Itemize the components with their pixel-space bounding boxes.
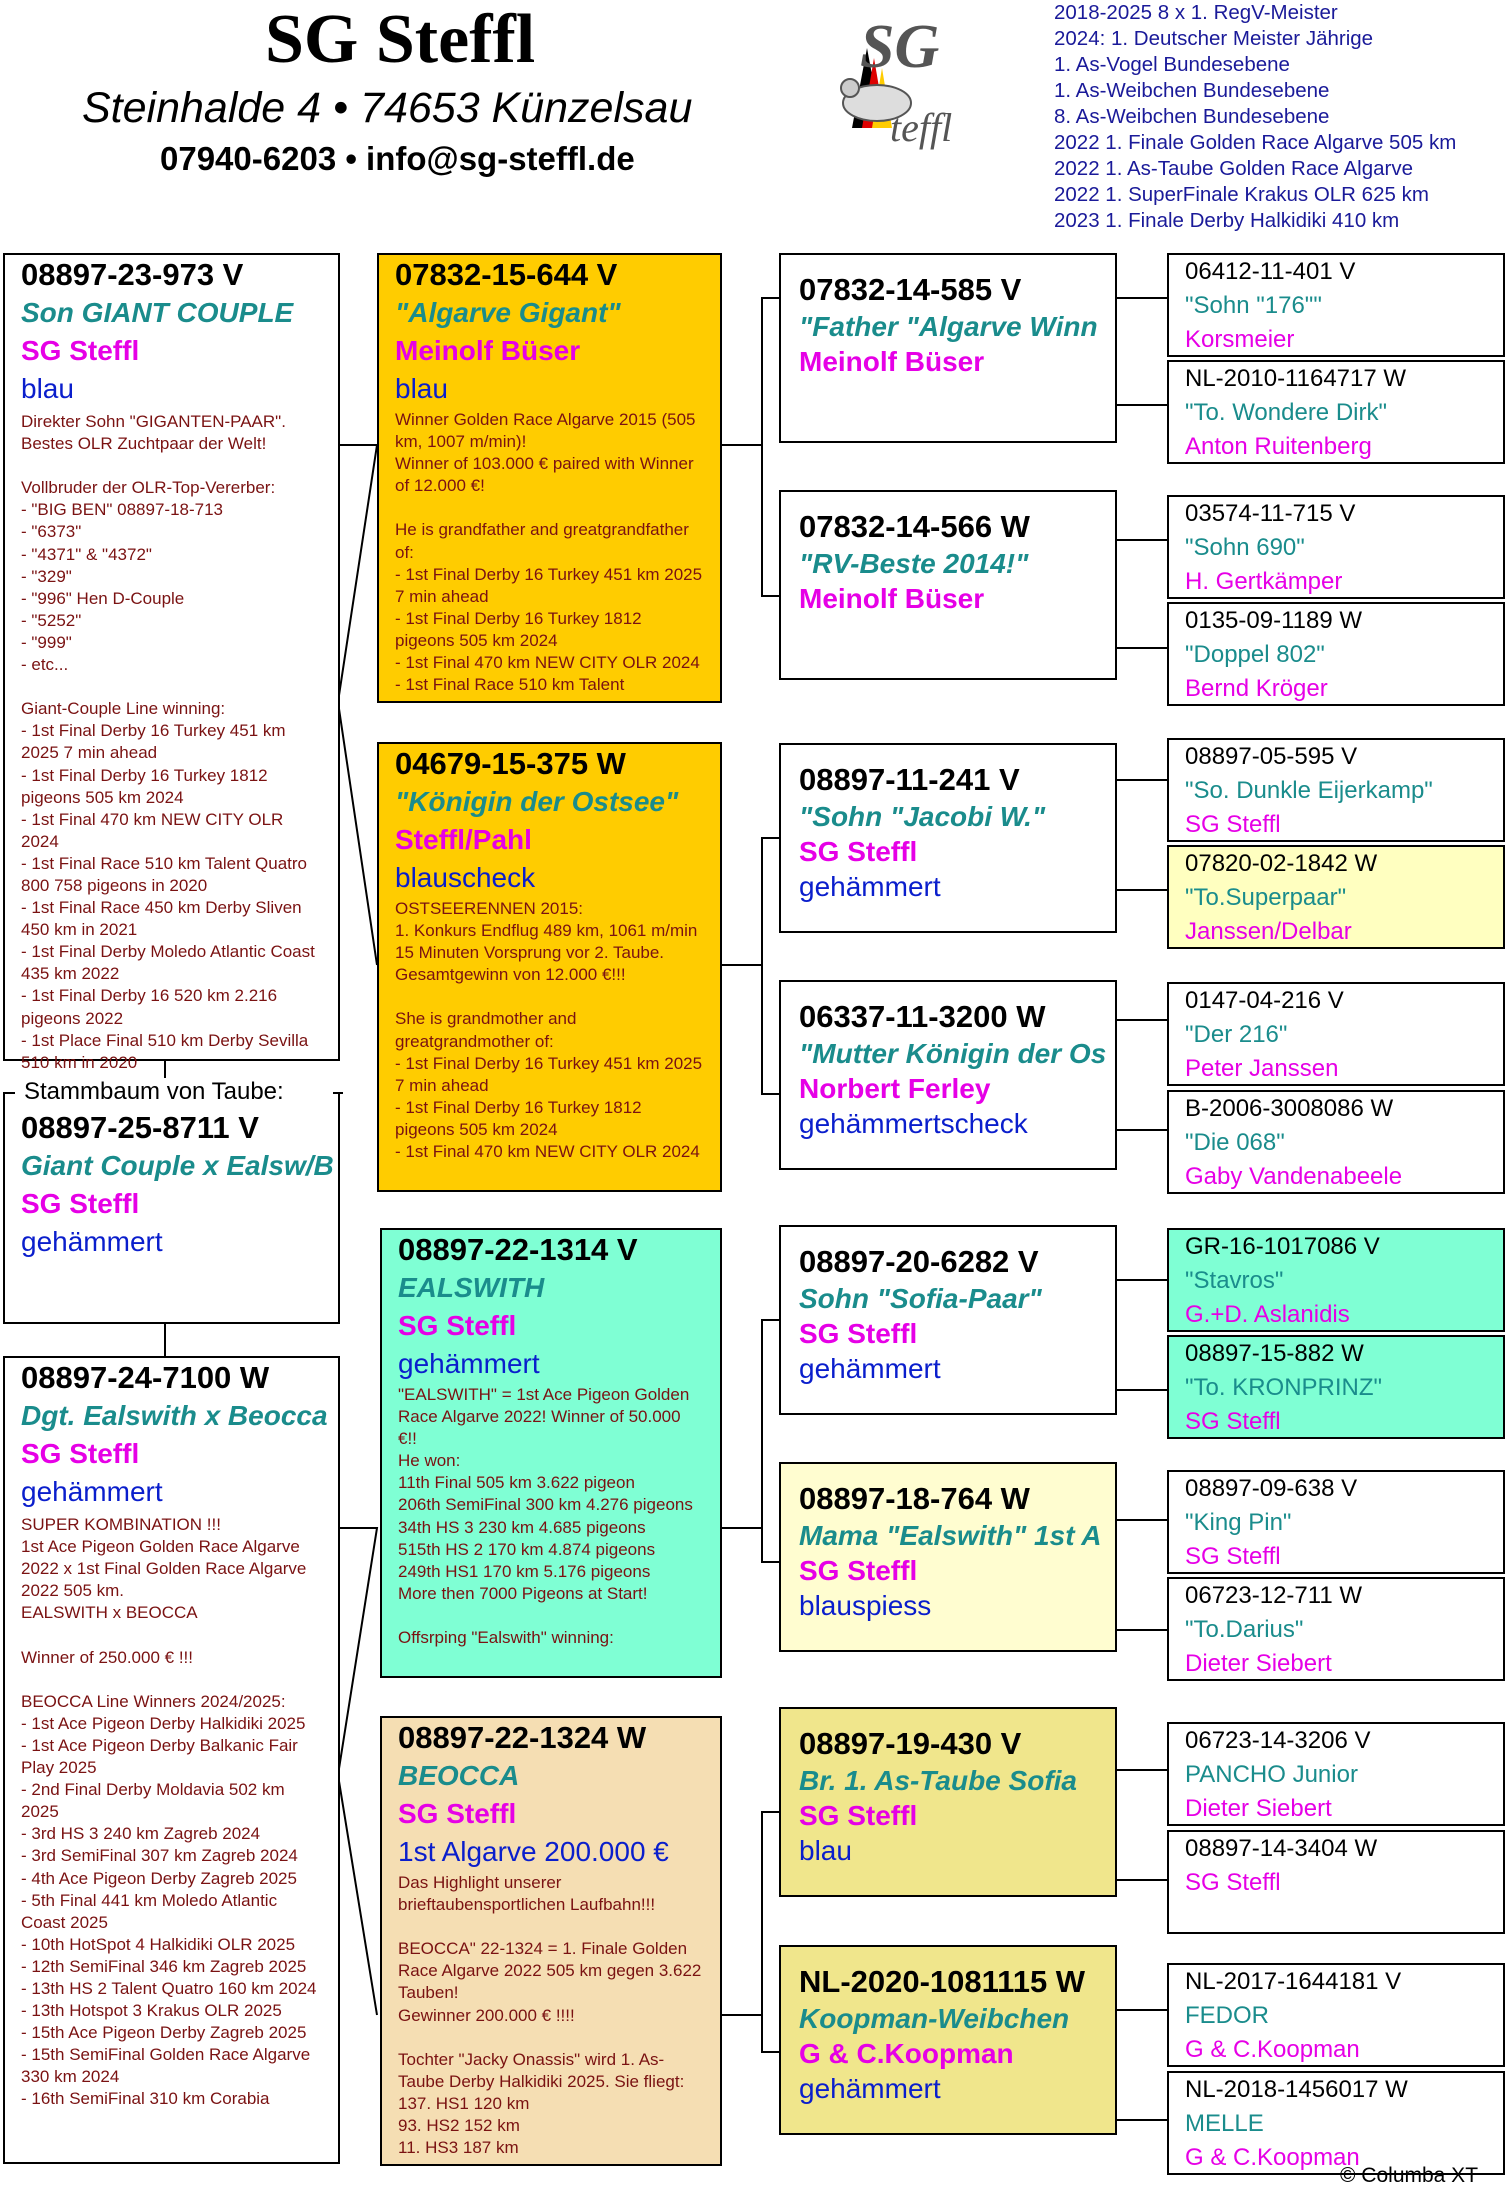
pigeon-name: "Sohn "176"" bbox=[1185, 292, 1322, 319]
pigeon-name: "To.Superpaar" bbox=[1185, 884, 1347, 911]
ring-number: 03574-11-715 V bbox=[1185, 500, 1356, 527]
sire-card[interactable] bbox=[3, 253, 340, 1072]
pigeon-name: "Sohn "Jacobi W." bbox=[799, 801, 1046, 832]
pigeon-name: "Der 216" bbox=[1185, 1021, 1288, 1048]
ring-number: 08897-15-882 W bbox=[1185, 1340, 1364, 1367]
gen4-card[interactable] bbox=[1167, 602, 1505, 706]
contact: 07940-6203 • info@sg-steffl.de bbox=[160, 140, 635, 177]
ring-number: NL-2010-1164717 W bbox=[1185, 365, 1407, 392]
color: blau bbox=[21, 373, 74, 404]
gen4-card[interactable] bbox=[1167, 1335, 1505, 1439]
breeder: SG Steffl bbox=[1185, 811, 1281, 838]
breeder: Peter Janssen bbox=[1185, 1055, 1339, 1082]
achievement-item: 2022 1. SuperFinale Krakus OLR 625 km bbox=[1054, 183, 1429, 206]
description: Das Highlight unserer brieftaubensportlichen Laufbahn!!! BEOCCA" 22-1324 = 1. Finale Golden Race Algarve 2022 505 km gegen 3.622 Tauben! Gewinner 200.000 € !!!! Tochter "Jacky Onassis" wird 1. As-Taube Derby Halkidiki 2025. Sie fliegt: 137. HS1 120 km 93. HS2 152 km 11. HS3 187 km bbox=[398, 1873, 702, 2158]
logo-letters: SG bbox=[860, 13, 940, 81]
sire-sire-card[interactable] bbox=[377, 253, 722, 703]
dam-sire-card[interactable] bbox=[380, 1228, 722, 1678]
gen3-card[interactable] bbox=[779, 1225, 1117, 1415]
ring-number: 06723-14-3206 V bbox=[1185, 1727, 1371, 1754]
achievements-list bbox=[1054, 0, 1456, 234]
color: gehämmert bbox=[799, 871, 941, 902]
color: blauspiess bbox=[799, 1590, 932, 1621]
breeder: Meinolf Büser bbox=[799, 583, 985, 614]
breeder: Dieter Siebert bbox=[1185, 1650, 1332, 1677]
breeder: SG Steffl bbox=[21, 1188, 140, 1219]
pigeon-name: "To. KRONPRINZ" bbox=[1185, 1374, 1383, 1401]
color: gehämmert bbox=[21, 1476, 163, 1507]
breeder: G & C.Koopman bbox=[799, 2038, 1014, 2069]
address: Steinhalde 4 • 74653 Künzelsau bbox=[82, 84, 693, 132]
ring-number: 08897-25-8711 V bbox=[21, 1110, 259, 1145]
gen3-card[interactable] bbox=[779, 253, 1117, 443]
color: gehämmert bbox=[398, 1348, 540, 1379]
ring-number: 0135-09-1189 W bbox=[1185, 607, 1362, 634]
ring-number: 08897-14-3404 W bbox=[1185, 1835, 1378, 1862]
pigeon-name: "Die 068" bbox=[1185, 1129, 1285, 1156]
ring-number: 06723-12-711 W bbox=[1185, 1582, 1362, 1609]
breeder: SG Steffl bbox=[21, 335, 140, 366]
gen4-card[interactable] bbox=[1167, 738, 1505, 842]
ring-number: 06412-11-401 V bbox=[1185, 258, 1356, 285]
ring-number: B-2006-3008086 W bbox=[1185, 1095, 1394, 1122]
color: blauscheck bbox=[395, 862, 536, 893]
copyright: © Columba XT bbox=[1340, 2164, 1479, 2187]
ring-number: 08897-18-764 W bbox=[799, 1481, 1030, 1516]
pigeon-name: "To.Darius" bbox=[1185, 1616, 1304, 1643]
gen4-card[interactable] bbox=[1167, 1963, 1505, 2067]
breeder: Bernd Kröger bbox=[1185, 675, 1328, 702]
achievement-item: 1. As-Weibchen Bundesebene bbox=[1054, 79, 1330, 102]
description: OSTSEERENNEN 2015: 1. Konkurs Endflug 489 km, 1061 m/min 15 Minuten Vorsprung vor 2. Taube. Gesamtgewinn von 12.000 €!!! She is grandmother and greatgrandmother of: - 1st Final Derby 16 Turkey 451 km 2025 7 min ahead - 1st Final Derby 16 Turkey 1812 pigeons 505 km 2024 - 1st Final 470 km NEW CITY OLR 2024 bbox=[395, 899, 703, 1162]
ring-number: 07832-14-585 V bbox=[799, 272, 1022, 307]
gen4-card[interactable] bbox=[1167, 982, 1505, 1086]
gen4-card[interactable] bbox=[1167, 1090, 1505, 1194]
gen4-card[interactable] bbox=[1167, 2071, 1505, 2175]
pigeon-name: Son GIANT COUPLE bbox=[21, 297, 294, 328]
gen3-card[interactable] bbox=[779, 1707, 1117, 1897]
pigeon-name: "Doppel 802" bbox=[1185, 641, 1325, 668]
ring-number: 08897-19-430 V bbox=[799, 1726, 1022, 1761]
pigeon-name: "Stavros" bbox=[1185, 1267, 1284, 1294]
gen4-card[interactable] bbox=[1167, 1228, 1505, 1332]
dam-dam-card[interactable] bbox=[380, 1716, 722, 2166]
breeder: Meinolf Büser bbox=[395, 335, 581, 366]
pigeon-name: Giant Couple x Ealsw/B bbox=[21, 1150, 334, 1181]
breeder: Dieter Siebert bbox=[1185, 1795, 1332, 1822]
ring-number: 08897-09-638 V bbox=[1185, 1475, 1358, 1502]
gen4-card[interactable] bbox=[1167, 845, 1505, 949]
description: Winner Golden Race Algarve 2015 (505 km, 1007 m/min)! Winner of 103.000 € paired with Winner of 12.000 €! He is grandfather and greatgrandfather of: - 1st Final Derby 16 Turkey 451 km 2025 7 min ahead - 1st Final Derby 16 Turkey 1812 pigeons 505 km 2024 - 1st Final 470 km NEW CITY OLR 2024 - 1st Final Race 510 km Talent bbox=[395, 410, 703, 695]
ring-number: 08897-11-241 V bbox=[799, 762, 1020, 797]
breeder: Gaby Vandenabeele bbox=[1185, 1163, 1403, 1190]
description: "EALSWITH" = 1st Ace Pigeon Golden Race Algarve 2022! Winner of 50.000 €!! He won: 11th Final 505 km 3.622 pigeon 206th SemiFinal 300 km 4.276 pigeons 34th HS 3 230 km 4.685 pigeons 515th HS 2 170 km 4.874 pigeons 249th HS1 170 km 5.176 pigeons More then 7000 Pigeons at Start! Offsrping "Ealswith" winning: bbox=[398, 1385, 693, 1648]
ring-number: NL-2017-1644181 V bbox=[1185, 1968, 1402, 1995]
breeder: Anton Ruitenberg bbox=[1185, 433, 1372, 460]
breeder: SG Steffl bbox=[1185, 1408, 1281, 1435]
logo bbox=[822, 8, 972, 158]
achievement-item: 1. As-Vogel Bundesebene bbox=[1054, 53, 1290, 76]
gen4-card[interactable] bbox=[1167, 1577, 1505, 1681]
pigeon-name: Dgt. Ealswith x Beocca bbox=[21, 1400, 328, 1431]
color: gehämmert bbox=[21, 1226, 163, 1257]
breeder: SG Steffl bbox=[799, 1555, 918, 1586]
breeder: SG Steffl bbox=[1185, 1543, 1281, 1570]
breeder: Janssen/Delbar bbox=[1185, 918, 1352, 945]
subject-card[interactable] bbox=[3, 1092, 340, 1324]
gen3-card[interactable] bbox=[779, 490, 1117, 680]
description: Direkter Sohn "GIGANTEN-PAAR". Bestes OLR Zuchtpaar der Welt! Vollbruder der OLR-Top-Vererber: - "BIG BEN" 08897-18-713 - "6373" - "4371" & "4372" - "329" - "996" Hen D-Couple - "5252" - "999" - etc... Giant-Couple Line winning: - 1st Final Derby 16 Turkey 451 km 2025 7 min ahead - 1st Final Derby 16 Turkey 1812 pigeons 505 km 2024 - 1st Final 470 km NEW CITY OLR 2024 - 1st Final Race 510 km Talent Quatro 800 758 pigeons in 2020 - 1st Final Race 450 km Derby Sliven 450 km in 2021 - 1st Final Derby Moledo Atlantic Coast 435 km 2022 - 1st Final Derby 16 520 km 2.216 pigeons 2022 - 1st Place Final 510 km Derby Sevilla 510 km in 2020 bbox=[21, 412, 315, 1072]
ring-number: 07820-02-1842 W bbox=[1185, 850, 1378, 877]
ring-number: 06337-11-3200 W bbox=[799, 999, 1046, 1034]
ring-number: 08897-22-1314 V bbox=[398, 1232, 638, 1267]
breeder: H. Gertkämper bbox=[1185, 568, 1343, 595]
breeder: SG Steffl bbox=[799, 1800, 918, 1831]
gen4-card[interactable] bbox=[1167, 1470, 1505, 1574]
ring-number: 08897-23-973 V bbox=[21, 257, 244, 292]
breeder: G & C.Koopman bbox=[1185, 2036, 1360, 2063]
pigeon-name: "So. Dunkle Eijerkamp" bbox=[1185, 777, 1433, 804]
breeder: SG Steffl bbox=[398, 1798, 517, 1829]
breeder: Meinolf Büser bbox=[799, 346, 985, 377]
pigeon-name: "Königin der Ostsee" bbox=[395, 786, 679, 817]
color: blau bbox=[395, 373, 448, 404]
pigeon-name: Koopman-Weibchen bbox=[799, 2003, 1070, 2034]
pigeon-name: SG Steffl bbox=[1185, 1869, 1281, 1896]
ring-number: 08897-22-1324 W bbox=[398, 1720, 647, 1755]
sire-dam-card[interactable] bbox=[377, 742, 722, 1192]
achievement-item: 2018-2025 8 x 1. RegV-Meister bbox=[1054, 1, 1338, 24]
gen4-card[interactable] bbox=[1167, 253, 1505, 357]
pigeon-name: Br. 1. As-Taube Sofia bbox=[799, 1765, 1077, 1796]
pigeon-name: "RV-Beste 2014!" bbox=[799, 548, 1029, 579]
breeder: SG Steffl bbox=[21, 1438, 140, 1469]
pigeon-name: "Mutter Königin der Os bbox=[799, 1038, 1107, 1069]
ring-number: 07832-14-566 W bbox=[799, 509, 1030, 544]
achievement-item: 2022 1. As-Taube Golden Race Algarve bbox=[1054, 157, 1413, 180]
pigeon-name: "King Pin" bbox=[1185, 1509, 1292, 1536]
ring-number: 07832-15-644 V bbox=[395, 257, 618, 292]
pigeon-name: PANCHO Junior bbox=[1185, 1761, 1358, 1788]
gen4-card[interactable] bbox=[1167, 1722, 1505, 1826]
achievement-item: 2024: 1. Deutscher Meister Jährige bbox=[1054, 27, 1374, 50]
breeder: Korsmeier bbox=[1185, 326, 1295, 353]
pedigree-label: Stammbaum von Taube: bbox=[20, 1078, 288, 1106]
ring-number: NL-2020-1081115 W bbox=[799, 1964, 1086, 1999]
ring-number: NL-2018-1456017 W bbox=[1185, 2076, 1408, 2103]
breeder: G & C.Koopman bbox=[1185, 2144, 1360, 2171]
color: gehämmert bbox=[799, 1353, 941, 1384]
pigeon-name: "Algarve Gigant" bbox=[395, 297, 621, 328]
breeder: G.+D. Aslanidis bbox=[1185, 1301, 1350, 1328]
breeder: SG Steffl bbox=[398, 1310, 517, 1341]
gen3-card[interactable] bbox=[779, 1945, 1117, 2135]
description: SUPER KOMBINATION !!! 1st Ace Pigeon Golden Race Algarve 2022 x 1st Final Golden Race Algarve 2022 505 km. EALSWITH x BEOCCA Winner of 250.000 € !!! BEOCCA Line Winners 2024/2025: - 1st Ace Pigeon Derby Halkidiki 2025 - 1st Ace Pigeon Derby Balkanic Fair Play 2025 - 2nd Final Derby Moldavia 502 km 2025 - 3rd HS 3 240 km Zagreb 2024 - 3rd SemiFinal 307 km Zagreb 2024 - 4th Ace Pigeon Derby Zagreb 2025 - 5th Final 441 km Moledo Atlantic Coast 2025 - 10th HotSpot 4 Halkidiki OLR 2025 - 12th SemiFinal 346 km Zagreb 2025 - 13th HS 2 Talent Quatro 160 km 2024 - 13th Hotspot 3 Krakus OLR 2025 - 15th Ace Pigeon Derby Zagreb 2025 - 15th SemiFinal Golden Race Algarve 330 km 2024 - 16th SemiFinal 310 km Corabia bbox=[21, 1515, 317, 2109]
pigeon-name: "Sohn 690" bbox=[1185, 534, 1305, 561]
pigeon-name: BEOCCA bbox=[398, 1760, 520, 1791]
breeder: SG Steffl bbox=[799, 1318, 918, 1349]
achievement-item: 8. As-Weibchen Bundesebene bbox=[1054, 105, 1330, 128]
pigeon-name: Sohn "Sofia-Paar" bbox=[799, 1283, 1042, 1314]
pigeon-name: MELLE bbox=[1185, 2110, 1264, 2137]
color: gehämmert bbox=[799, 2073, 941, 2104]
breeder: Norbert Ferley bbox=[799, 1073, 991, 1104]
breeder: SG Steffl bbox=[799, 836, 918, 867]
ring-number: 0147-04-216 V bbox=[1185, 987, 1344, 1014]
gen4-card[interactable] bbox=[1167, 1830, 1505, 1934]
page-title: SG Steffl bbox=[265, 1, 536, 78]
dam-card[interactable] bbox=[3, 1356, 340, 2164]
gen4-card[interactable] bbox=[1167, 495, 1505, 599]
gen3-card[interactable] bbox=[779, 743, 1117, 933]
breeder: Steffl/Pahl bbox=[395, 824, 532, 855]
gen4-card[interactable] bbox=[1167, 360, 1505, 464]
color: blau bbox=[799, 1835, 852, 1866]
ring-number: GR-16-1017086 V bbox=[1185, 1233, 1380, 1260]
pigeon-name: "To. Wondere Dirk" bbox=[1185, 399, 1387, 426]
pigeon-name: FEDOR bbox=[1185, 2002, 1269, 2029]
achievement-item: 2022 1. Finale Golden Race Algarve 505 km bbox=[1054, 131, 1457, 154]
logo-subtext: teffl bbox=[890, 105, 953, 150]
color: 1st Algarve 200.000 € bbox=[398, 1836, 669, 1867]
gen3-card[interactable] bbox=[779, 980, 1117, 1170]
ring-number: 08897-05-595 V bbox=[1185, 743, 1358, 770]
pigeon-name: Mama "Ealswith" 1st A bbox=[799, 1520, 1102, 1551]
pigeon-name: "Father "Algarve Winn bbox=[799, 311, 1098, 342]
color: gehämmertscheck bbox=[799, 1108, 1028, 1139]
pigeon-name: EALSWITH bbox=[398, 1272, 545, 1303]
ring-number: 08897-24-7100 W bbox=[21, 1360, 270, 1395]
ring-number: 08897-20-6282 V bbox=[799, 1244, 1039, 1279]
ring-number: 04679-15-375 W bbox=[395, 746, 626, 781]
gen3-card[interactable] bbox=[779, 1462, 1117, 1652]
achievement-item: 2023 1. Finale Derby Halkidiki 410 km bbox=[1054, 209, 1400, 232]
